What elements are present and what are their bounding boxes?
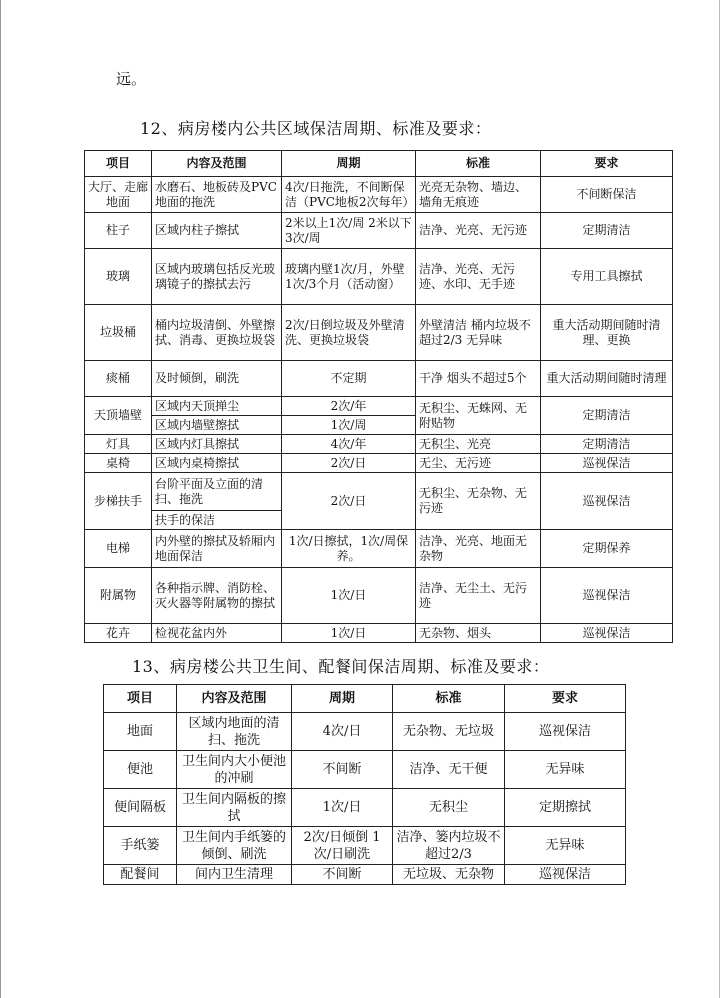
cell-content: 区域内灯具擦拭 xyxy=(152,435,282,454)
cell-standard: 外壁清洁 桶内垃圾不超过2/3 无异味 xyxy=(416,305,541,361)
cell-cycle: 4次/日 xyxy=(292,713,393,751)
cell-cycle: 4次/年 xyxy=(282,435,416,454)
cell-cycle: 2次/日 xyxy=(282,473,416,530)
cell-item: 大厅、走廊地面 xyxy=(85,177,152,213)
cell-content: 区域内地面的清扫、拖洗 xyxy=(177,713,292,751)
cell-content: 桶内垃圾清倒、外壁擦拭、消毒、更换垃圾袋 xyxy=(152,305,282,361)
table-row xyxy=(85,213,673,249)
cell-requirement: 不间断保洁 xyxy=(541,177,673,213)
cell-content: 水磨石、地板砖及PVC地面的拖洗 xyxy=(152,177,282,213)
cell-standard: 洁净、光亮、无污迹、水印、无手迹 xyxy=(416,249,541,305)
table-row xyxy=(85,249,673,305)
table-row xyxy=(85,397,673,416)
cell-item: 天顶墙壁 xyxy=(85,397,152,435)
table-row xyxy=(104,713,626,751)
cell-item: 附属物 xyxy=(85,568,152,624)
cell-content: 卫生间内隔板的擦拭 xyxy=(177,789,292,827)
intro-text-tail: 远。 xyxy=(116,70,147,88)
cell-item: 花卉 xyxy=(85,624,152,643)
cell-cycle: 1次/周 xyxy=(282,416,416,435)
table-row xyxy=(85,361,673,397)
cell-standard: 无积尘 xyxy=(393,789,505,827)
cell-content: 区域内柱子擦拭 xyxy=(152,213,282,249)
cell-cycle: 玻璃内壁1次/月，外壁1次/3个月（活动窗） xyxy=(282,249,416,305)
cell-requirement: 无异味 xyxy=(505,751,626,789)
cell-standard: 无积尘、无蛛网、无附贴物 xyxy=(416,397,541,435)
cell-item: 步梯扶手 xyxy=(85,473,152,530)
table-row xyxy=(85,435,673,454)
cell-content: 及时倾倒，刷洗 xyxy=(152,361,282,397)
cell-standard: 无杂物、无垃圾 xyxy=(393,713,505,751)
header-standard: 标准 xyxy=(416,151,541,177)
table-row xyxy=(104,865,626,885)
header-requirement: 要求 xyxy=(505,685,626,713)
cell-cycle: 1次/日 xyxy=(282,624,416,643)
cell-requirement: 定期保养 xyxy=(541,530,673,568)
cell-standard: 光亮无杂物、墙边、墙角无痕迹 xyxy=(416,177,541,213)
cell-cycle: 1次/日 xyxy=(292,789,393,827)
cell-content: 检视花盆内外 xyxy=(152,624,282,643)
cell-content: 卫生间内手纸篓的倾倒、刷洗 xyxy=(177,827,292,865)
cell-requirement: 巡视保洁 xyxy=(541,568,673,624)
cell-requirement: 定期擦拭 xyxy=(505,789,626,827)
cell-item: 柱子 xyxy=(85,213,152,249)
table-row xyxy=(104,827,626,865)
header-requirement: 要求 xyxy=(541,151,673,177)
table-row xyxy=(85,568,673,624)
header-item: 项目 xyxy=(104,685,177,713)
table-header-row xyxy=(104,685,626,713)
cell-item: 垃圾桶 xyxy=(85,305,152,361)
cell-cycle: 1次/日 xyxy=(282,568,416,624)
cell-cycle: 4次/日拖洗，不间断保洁（PVC地板2次每年） xyxy=(282,177,416,213)
cell-standard: 无杂物、烟头 xyxy=(416,624,541,643)
section-12-heading: 12、病房楼内公共区域保洁周期、标准及要求： xyxy=(140,119,492,138)
cell-item: 灯具 xyxy=(85,435,152,454)
cell-item: 便池 xyxy=(104,751,177,789)
cell-standard: 无积尘、光亮 xyxy=(416,435,541,454)
cell-standard: 无积尘、无杂物、无污迹 xyxy=(416,473,541,530)
cell-requirement: 巡视保洁 xyxy=(505,713,626,751)
cell-standard: 无垃圾、无杂物 xyxy=(393,865,505,885)
cell-standard: 无尘、无污迹 xyxy=(416,454,541,473)
cell-standard: 干净 烟头不超过5个 xyxy=(416,361,541,397)
public-area-cleaning-table xyxy=(84,150,673,643)
cell-cycle: 2次/日倒垃圾及外壁清洗、更换垃圾袋 xyxy=(282,305,416,361)
cell-item: 地面 xyxy=(104,713,177,751)
cell-requirement: 专用工具擦拭 xyxy=(541,249,673,305)
cell-cycle: 不定期 xyxy=(282,361,416,397)
cell-requirement: 无异味 xyxy=(505,827,626,865)
cell-cycle: 1次/日擦拭，1次/周保养。 xyxy=(282,530,416,568)
table-row xyxy=(85,473,673,511)
cell-cycle: 2次/年 xyxy=(282,397,416,416)
cell-item: 电梯 xyxy=(85,530,152,568)
cell-item: 痰桶 xyxy=(85,361,152,397)
cell-standard: 洁净、光亮、地面无杂物 xyxy=(416,530,541,568)
cell-item: 桌椅 xyxy=(85,454,152,473)
cell-cycle: 不间断 xyxy=(292,751,393,789)
cell-content: 台阶平面及立面的清扫、拖洗 xyxy=(152,473,282,511)
cell-item: 玻璃 xyxy=(85,249,152,305)
table-row xyxy=(85,305,673,361)
cell-cycle: 不间断 xyxy=(292,865,393,885)
header-content: 内容及范围 xyxy=(152,151,282,177)
cell-standard: 洁净、光亮、无污迹 xyxy=(416,213,541,249)
header-cycle: 周期 xyxy=(292,685,393,713)
cell-cycle: 2次/日倾倒 1次/日刷洗 xyxy=(292,827,393,865)
cell-content: 区域内桌椅擦拭 xyxy=(152,454,282,473)
cell-cycle: 2米以上1次/周 2米以下3次/周 xyxy=(282,213,416,249)
cell-content: 间内卫生清理 xyxy=(177,865,292,885)
table-row xyxy=(85,454,673,473)
cell-requirement: 巡视保洁 xyxy=(541,624,673,643)
cell-requirement: 定期清洁 xyxy=(541,435,673,454)
header-cycle: 周期 xyxy=(282,151,416,177)
cell-content: 区域内墙壁擦拭 xyxy=(152,416,282,435)
cell-content: 区域内天顶掸尘 xyxy=(152,397,282,416)
cell-content: 区域内玻璃包括反光玻璃镜子的擦拭去污 xyxy=(152,249,282,305)
table-row xyxy=(85,624,673,643)
section-13-heading: 13、病房楼公共卫生间、配餐间保洁周期、标准及要求： xyxy=(132,657,550,676)
table-row xyxy=(104,751,626,789)
cell-content: 卫生间内大小便池的冲刷 xyxy=(177,751,292,789)
cell-standard: 洁净、无尘土、无污迹 xyxy=(416,568,541,624)
cell-item: 手纸篓 xyxy=(104,827,177,865)
cell-requirement: 重大活动期间随时清理、更换 xyxy=(541,305,673,361)
cell-content: 扶手的保洁 xyxy=(152,511,282,530)
cell-standard: 洁净、无干便 xyxy=(393,751,505,789)
cell-requirement: 定期清洁 xyxy=(541,397,673,435)
cell-requirement: 定期清洁 xyxy=(541,213,673,249)
header-standard: 标准 xyxy=(393,685,505,713)
cell-standard: 洁净、篓内垃圾不超过2/3 xyxy=(393,827,505,865)
page-left-edge xyxy=(0,0,1,998)
cell-requirement: 重大活动期间随时清理 xyxy=(541,361,673,397)
header-content: 内容及范围 xyxy=(177,685,292,713)
cell-requirement: 巡视保洁 xyxy=(505,865,626,885)
cell-item: 配餐间 xyxy=(104,865,177,885)
cell-item: 便间隔板 xyxy=(104,789,177,827)
cell-content: 内外壁的擦拭及轿厢内地面保洁 xyxy=(152,530,282,568)
cell-cycle: 2次/日 xyxy=(282,454,416,473)
table-row xyxy=(85,177,673,213)
restroom-pantry-cleaning-table xyxy=(103,684,626,885)
table-row xyxy=(85,530,673,568)
table-row xyxy=(104,789,626,827)
cell-content: 各种指示牌、消防栓、灭火器等附属物的擦拭 xyxy=(152,568,282,624)
table-header-row xyxy=(85,151,673,177)
cell-requirement: 巡视保洁 xyxy=(541,473,673,530)
cell-requirement: 巡视保洁 xyxy=(541,454,673,473)
header-item: 项目 xyxy=(85,151,152,177)
